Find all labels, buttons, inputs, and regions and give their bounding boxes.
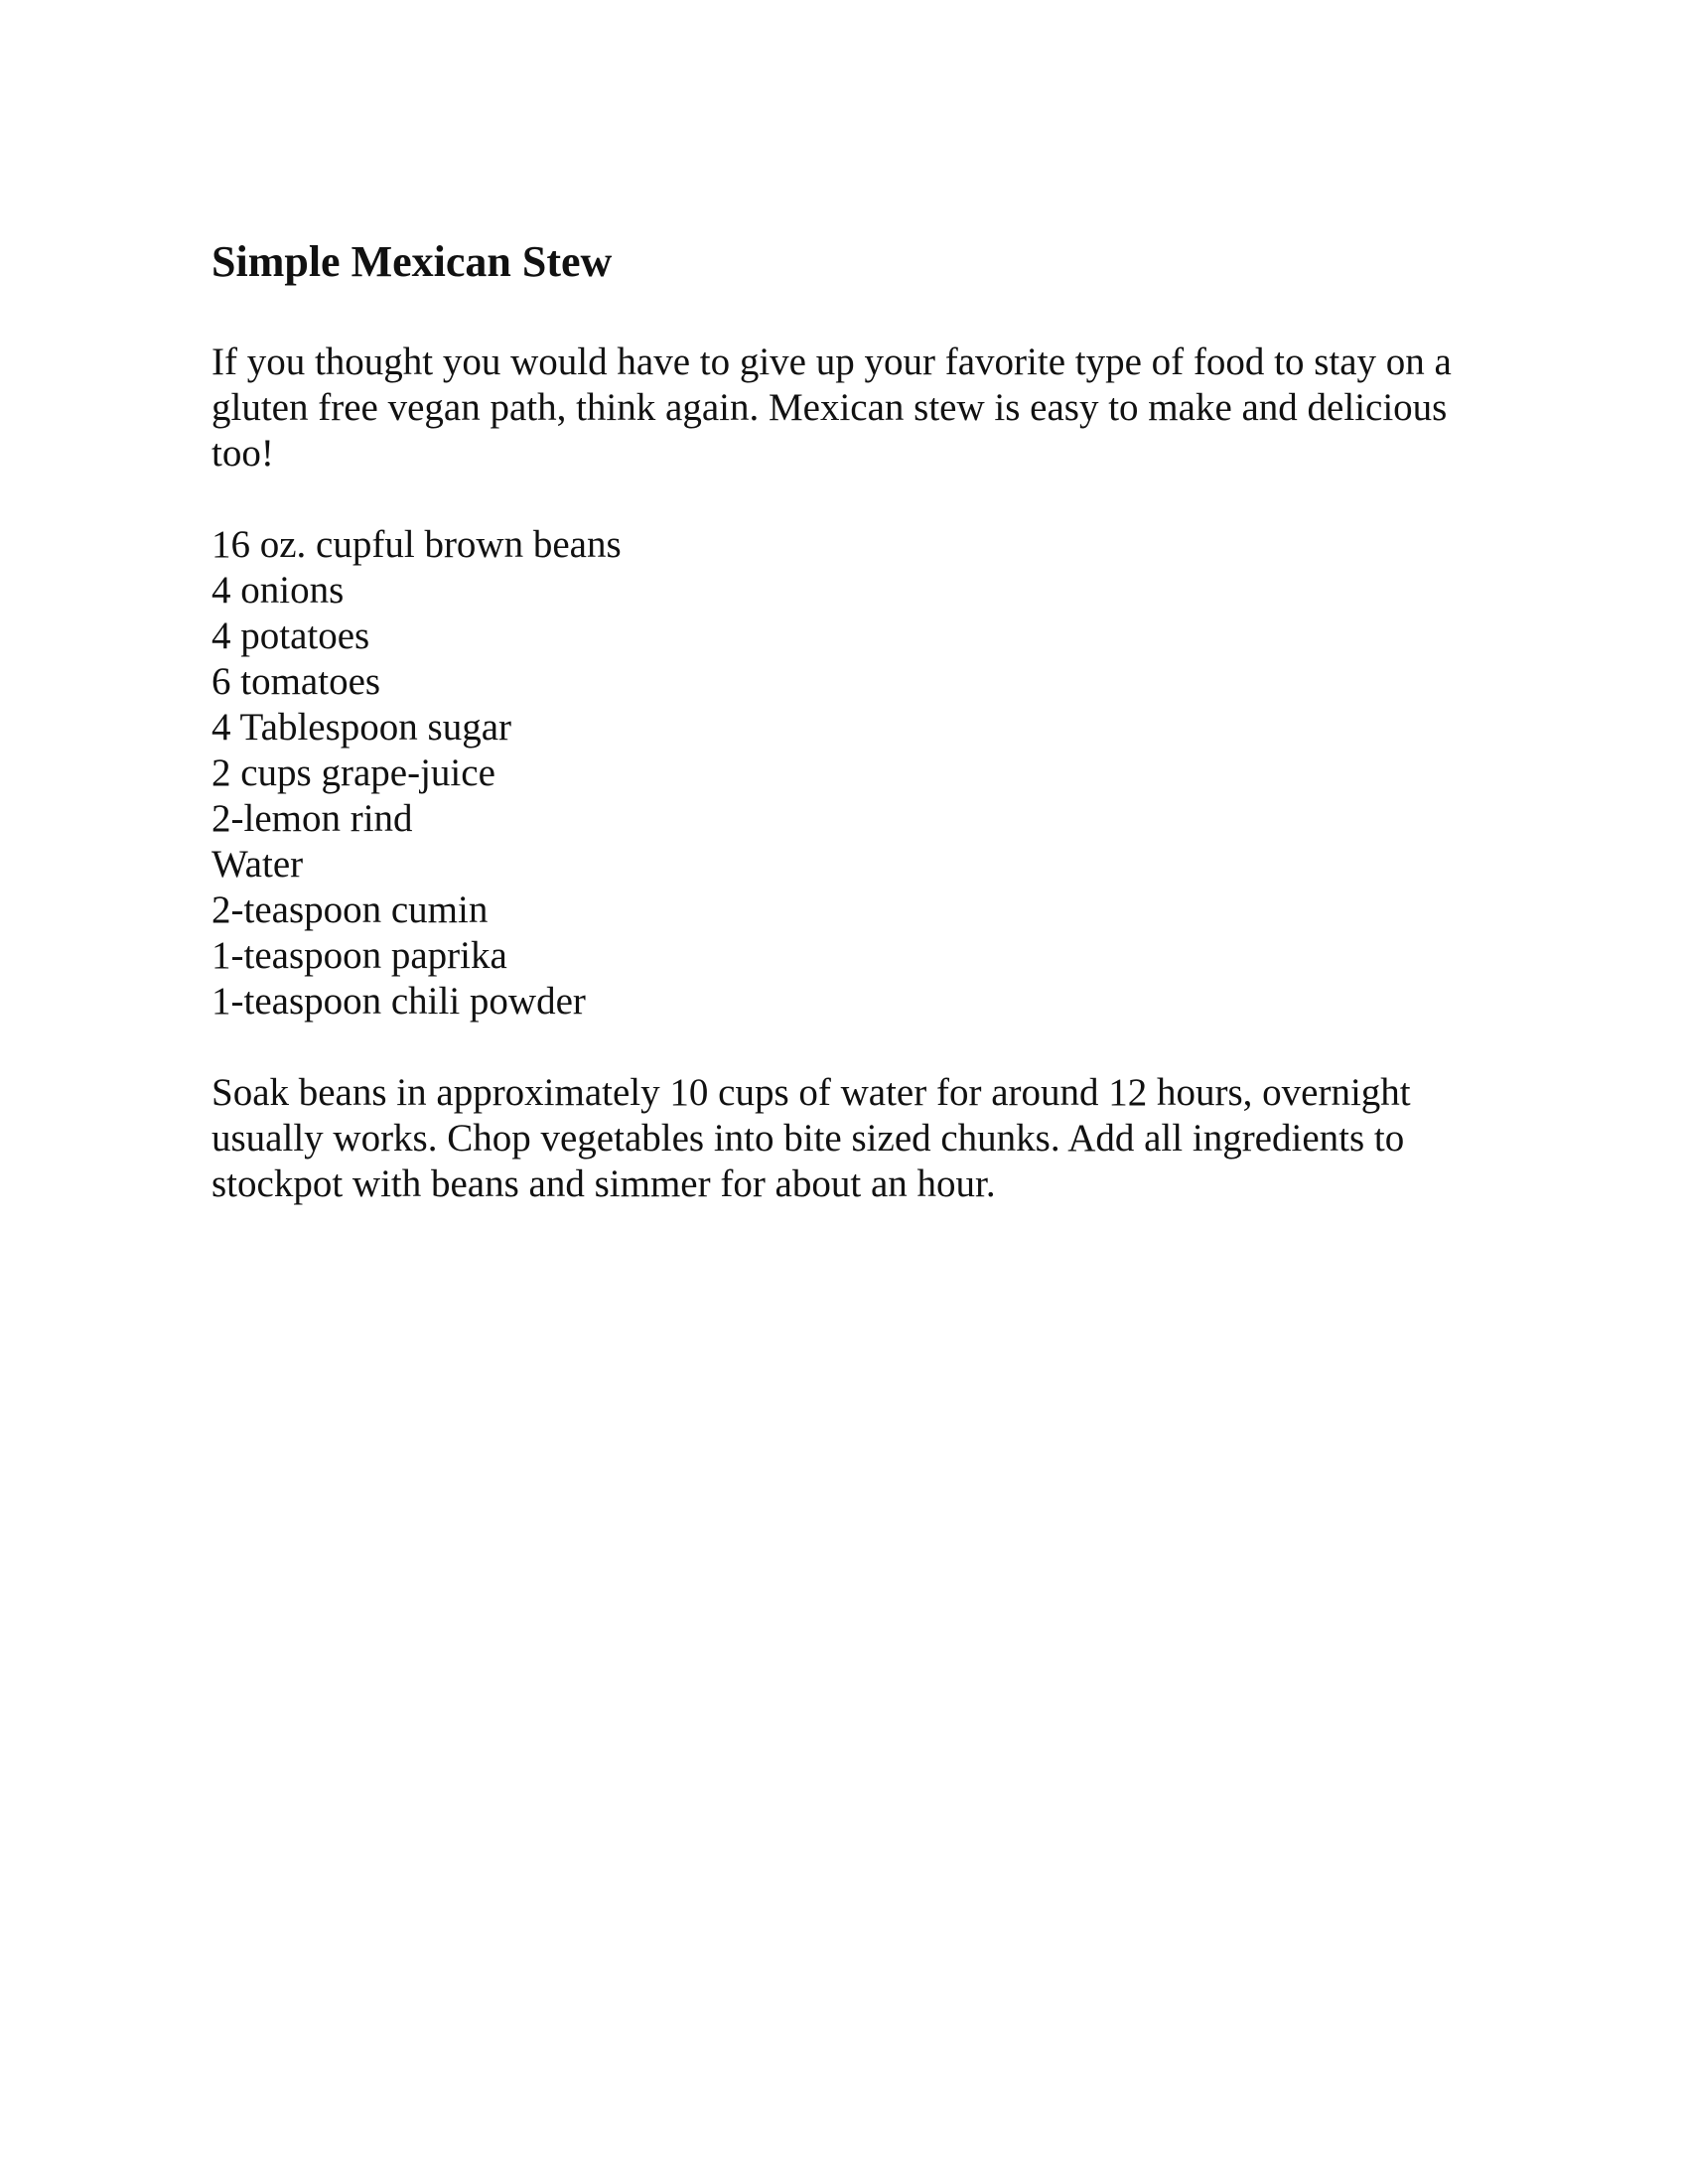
recipe-title: Simple Mexican Stew <box>211 237 613 286</box>
ingredient-item: 2-teaspoon cumin <box>211 888 489 931</box>
recipe-intro: If you thought you would have to give up your favorite type of food to stay on a gluten free vegan path, think again. Mexican stew is easy to make and delicious too! <box>211 341 1452 475</box>
ingredient-item: 2-lemon rind <box>211 797 413 840</box>
ingredient-item: 4 potatoes <box>211 614 370 657</box>
ingredient-list <box>211 522 1502 1024</box>
ingredient-item: 1-teaspoon chili powder <box>211 980 586 1023</box>
ingredient-item: 6 tomatoes <box>211 660 381 703</box>
ingredient-item: 16 oz. cupful brown beans <box>211 523 622 566</box>
ingredient-item: 4 onions <box>211 569 345 612</box>
ingredient-item: 2 cups grape-juice <box>211 751 495 794</box>
document-content <box>211 234 1502 1207</box>
recipe-directions: Soak beans in approximately 10 cups of water for around 12 hours, overnight usually works. Chop vegetables into bite sized chunks. Add all ingredients to stockpot with beans and simmer for about an hour. <box>211 1071 1411 1205</box>
ingredient-item: 4 Tablespoon sugar <box>211 706 512 749</box>
ingredient-item: Water <box>211 843 304 886</box>
ingredient-item: 1-teaspoon paprika <box>211 934 507 977</box>
